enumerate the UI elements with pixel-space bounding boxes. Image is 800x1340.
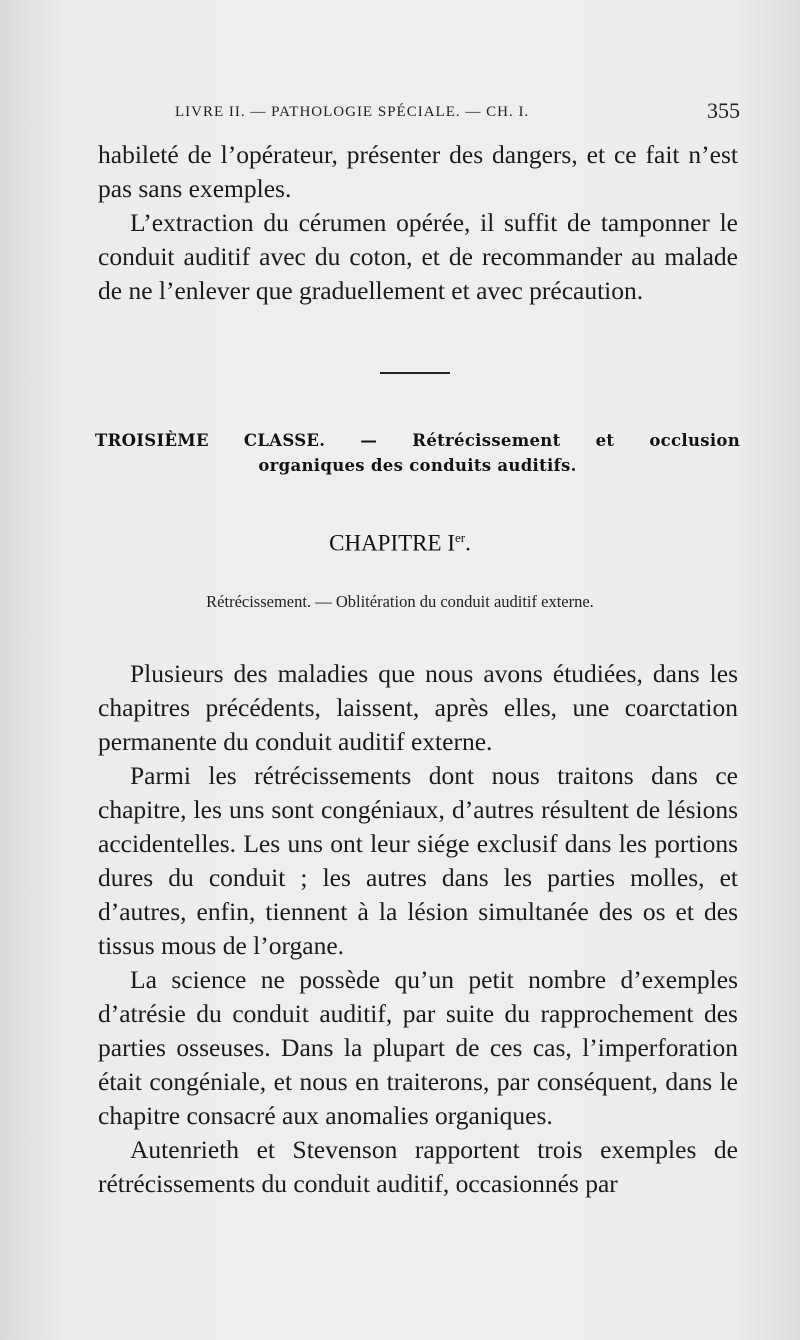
chapter-ordinal: er xyxy=(455,530,466,545)
class-heading-line-1: TROISIÈME CLASSE. — Rétrécissement et occlusion xyxy=(95,431,740,450)
chapter-label: CHAPITRE I xyxy=(329,530,455,556)
paragraph: L’extraction du cérumen opérée, il suffit de tamponner le conduit auditif avec du coton, et de recommander au malade de ne l’enlever que graduellement et avec précaution. xyxy=(98,208,738,305)
chapter-title xyxy=(0,530,800,557)
section-divider xyxy=(380,372,450,374)
paragraph: Plusieurs des maladies que nous avons étudiées, dans les chapitres précédents, laissent, après elles, une coarctation permanente du conduit auditif externe. xyxy=(98,659,738,756)
paragraph: Parmi les rétrécissements dont nous traitons dans ce chapitre, les uns sont congéniaux, d’autres résultent de lésions accidentelles. Les uns ont leur siége exclusif dans les portions dures du conduit ; les autres dans les parties molles, et d’autres, enfin, tiennent à la lésion simultanée des os et des tissus mous de l’organe. xyxy=(98,761,738,960)
running-head xyxy=(175,100,740,130)
paragraph: Autenrieth et Stevenson rapportent trois exemples de rétrécissements du conduit auditif, occasionnés par xyxy=(98,1135,738,1198)
main-text-block xyxy=(98,657,738,1201)
chapter-subtitle: Rétrécissement. — Oblitération du conduit auditif externe. xyxy=(206,592,594,611)
top-text-block xyxy=(98,138,738,308)
class-heading-line-2: organiques des conduits auditifs. xyxy=(258,456,577,475)
running-title: LIVRE II. — PATHOLOGIE SPÉCIALE. — CH. I. xyxy=(175,104,530,120)
paragraph: habileté de l’opérateur, présenter des dangers, et ce fait n’est pas sans exemples. xyxy=(98,140,738,203)
page-number: 355 xyxy=(707,98,740,123)
class-heading xyxy=(95,428,740,478)
chapter-period: . xyxy=(465,530,471,556)
paragraph: La science ne possède qu’un petit nombre d’exemples d’atrésie du conduit auditif, par suite du rapprochement des parties osseuses. Dans la plupart de ces cas, l’imperforation était congéniale, et nous en traiterons, par conséquent, dans le chapitre consacré aux anomalies organiques. xyxy=(98,965,738,1130)
